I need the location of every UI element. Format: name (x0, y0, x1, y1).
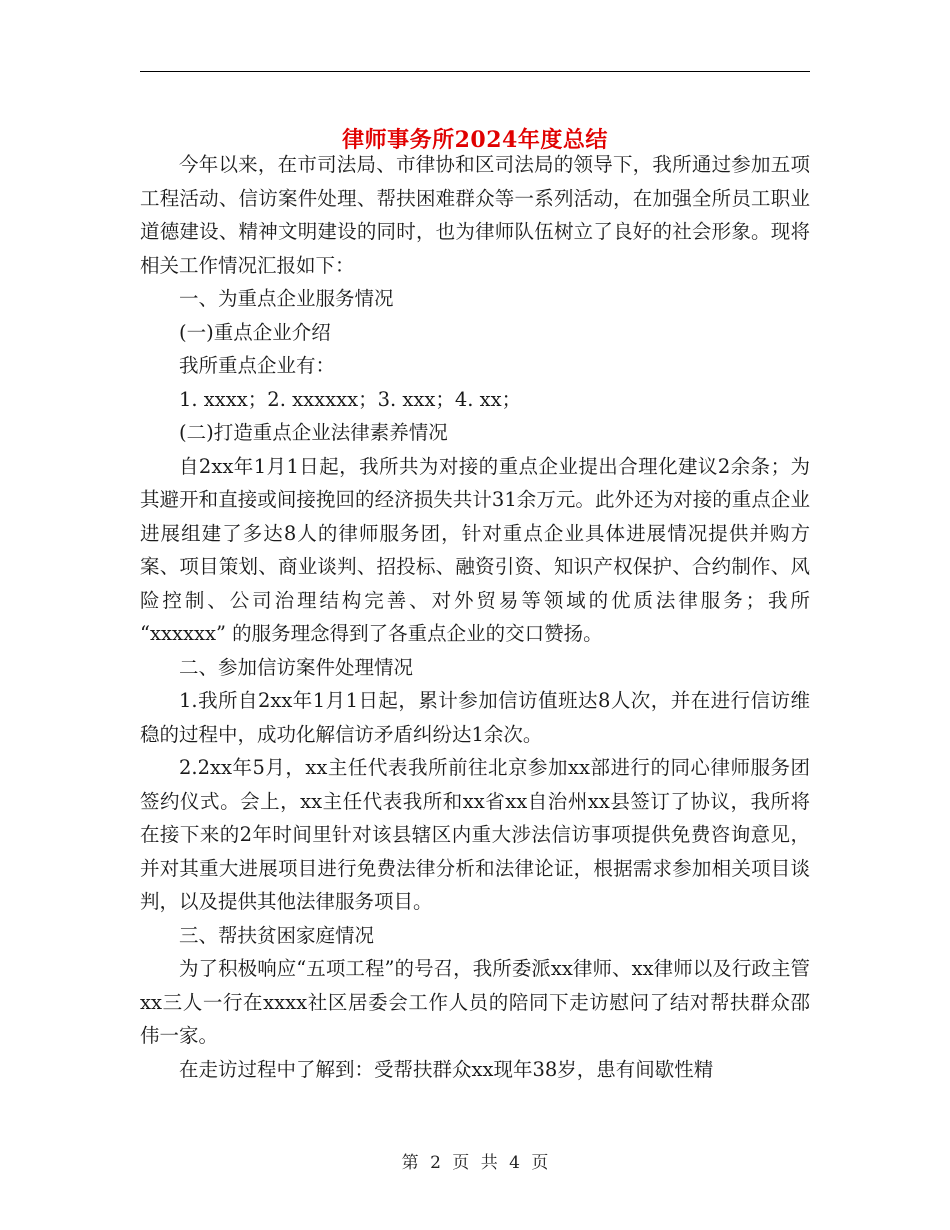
subsection-heading-1-1: (一)重点企业介绍 (179, 320, 331, 344)
section-heading-3: 三、帮扶贫困家庭情况 (179, 923, 375, 947)
body-paragraph: 为了积极响应“五项工程”的号召，我所委派xx律师、xx律师以及行政主管xx三人一行在xxxx社区居委会工作人员的陪同下走访慰问了结对帮扶群众邵伟一家。 (140, 957, 810, 1047)
intro-paragraph: 今年以来，在市司法局、市律协和区司法局的领导下，我所通过参加五项工程活动、信访案件处理、帮扶困难群众等一系列活动，在加强全所员工职业道德建设、精神文明建设的同时，也为律师队伍树立了良好的社会形象。现将相关工作情况汇报如下： (140, 153, 810, 277)
document-title: 律师事务所2024年度总结 (342, 126, 608, 153)
header-rule (140, 71, 810, 72)
body-paragraph: 我所重点企业有： (179, 354, 336, 377)
body-paragraph: 2.2xx年5月，xx主任代表我所前往北京参加xx部进行的同心律师服务团签约仪式。会上，xx主任代表我所和xx省xx自治州xx县签订了协议，我所将在接下来的2年时间里针对该县辖区内重大涉法信访事项提供免费咨询意见，并对其重大进展项目进行免费法律分析和法律论证，根据需求参加相关项目谈判，以及提供其他法律服务项目。 (140, 756, 810, 913)
section-heading-1: 一、为重点企业服务情况 (179, 287, 394, 310)
body-paragraph: 1.我所自2xx年1月1日起，累计参加信访值班达8人次，并在进行信访维稳的过程中，成功化解信访矛盾纠纷达1余次。 (140, 689, 810, 746)
section-heading-2: 二、参加信访案件处理情况 (179, 655, 414, 679)
page-number: 第 2 页 共 4 页 (401, 1153, 549, 1173)
subsection-heading-1-2: (二)打造重点企业法律素养情况 (179, 421, 448, 444)
body-paragraph: 在走访过程中了解到：受帮扶群众xx现年38岁，患有间歇性精 (179, 1057, 714, 1081)
enterprise-list: 1. xxxx；2. xxxxxx；3. xxx；4. xx； (179, 387, 522, 411)
document-body (140, 148, 810, 1086)
body-paragraph: 自2xx年1月1日起，我所共为对接的重点企业提出合理化建议2余条；为其避开和直接或间接挽回的经济损失共计31余万元。此外还为对接的重点企业进展组建了多达8人的律师服务团，针对重点企业具体进展情况提供并购方案、项目策划、商业谈判、招投标、融资引资、知识产权保护、合约制作、风险控制、公司治理结构完善、对外贸易等领域的优质法律服务；我所 “xxxxxx” 的服务理念得到了各重点企业的交口赞扬。 (140, 454, 810, 645)
